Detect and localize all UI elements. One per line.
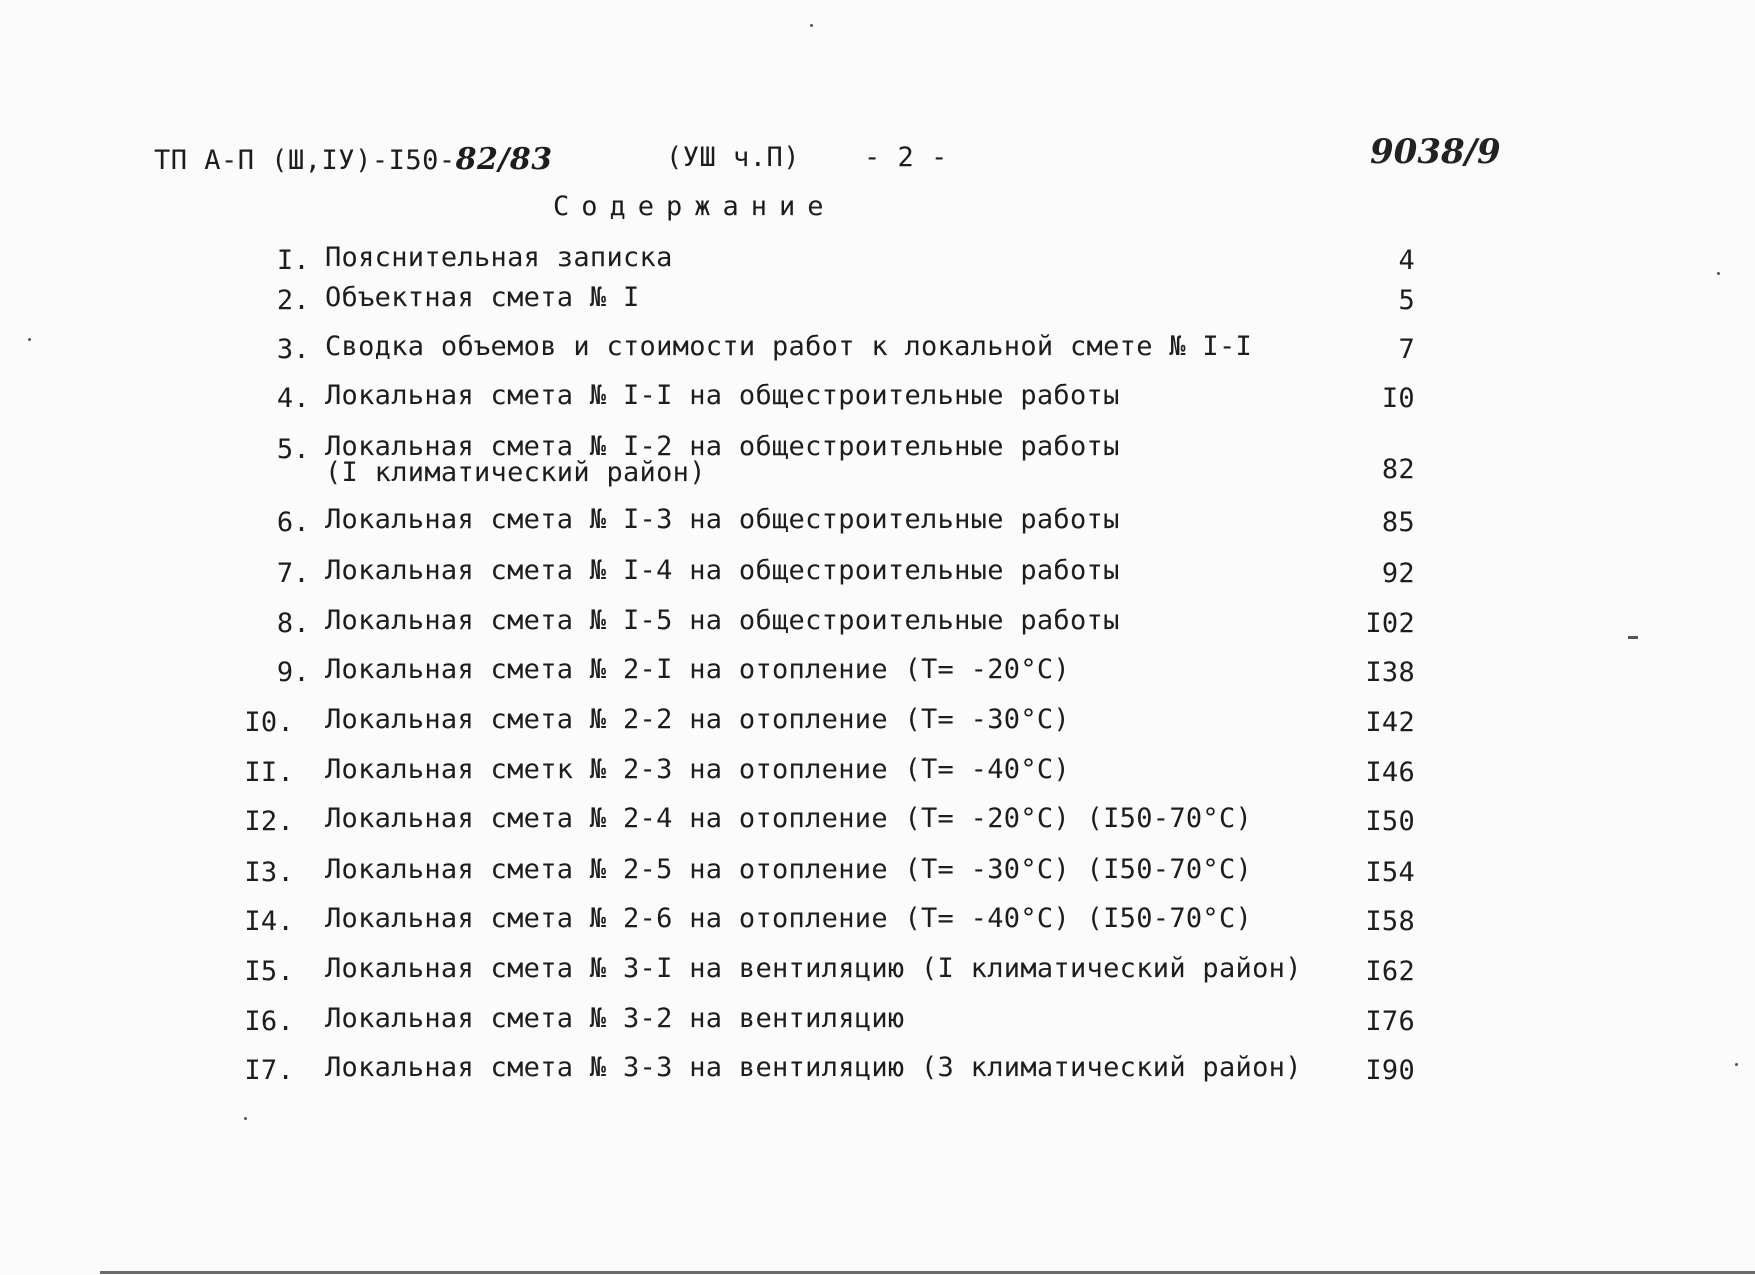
toc-row-number: 7. xyxy=(276,558,310,589)
toc-row-page: I46 xyxy=(1365,757,1415,788)
toc-row-text xyxy=(325,431,1120,488)
scan-speck xyxy=(1628,636,1638,639)
toc-row-page: I38 xyxy=(1365,657,1415,688)
toc-row-number: I0. xyxy=(244,707,294,738)
toc-row-page: I76 xyxy=(1365,1006,1415,1037)
toc-row-page: I42 xyxy=(1365,707,1415,738)
toc-row-text: Локальная смета № I-I на общестроительные работы xyxy=(325,380,1120,411)
toc-row-text-line-2: (I климатический район) xyxy=(325,457,706,488)
page-number: - 2 - xyxy=(864,142,948,173)
toc-row-number: I2. xyxy=(244,806,294,837)
toc-row-text: Локальная смета № 2-4 на отопление (Т= -20°С) (I50-70°С) xyxy=(325,803,1253,834)
toc-row-number: 9. xyxy=(276,657,310,688)
scan-speck xyxy=(244,1117,247,1120)
toc-row-text: Локальная смета № 2-2 на отопление (Т= -30°С) xyxy=(325,704,1070,735)
toc-row-page: I02 xyxy=(1365,608,1415,639)
page-title: Содержание xyxy=(553,191,836,222)
toc-row-text: Локальная сметк № 2-3 на отопление (Т= -40°С) xyxy=(325,754,1070,785)
toc-row-page: 85 xyxy=(1381,507,1415,538)
scan-speck xyxy=(1717,272,1720,275)
toc-row-number: 2. xyxy=(276,285,310,316)
toc-row-number: 6. xyxy=(276,507,310,538)
document-code-typed: ТП А-П (Ш,IУ)-I50- xyxy=(154,145,456,176)
toc-row-number: 4. xyxy=(276,383,310,414)
toc-row-page: I62 xyxy=(1365,956,1415,987)
scan-speck xyxy=(810,24,813,27)
toc-row-page: 82 xyxy=(1381,454,1415,485)
toc-row-number: II. xyxy=(244,757,294,788)
toc-row-page: 92 xyxy=(1381,558,1415,589)
toc-row-page: I58 xyxy=(1365,906,1415,937)
toc-row-text: Локальная смета № I-5 на общестроительные работы xyxy=(325,605,1120,636)
toc-row-number: I5. xyxy=(244,956,294,987)
toc-row-text: Локальная смета № 3-3 на вентиляцию (3 климатический район) xyxy=(325,1052,1302,1083)
toc-row-page: 5 xyxy=(1398,285,1415,316)
toc-row-text: Локальная смета № 2-5 на отопление (Т= -30°С) (I50-70°С) xyxy=(325,854,1253,885)
toc-row-number: 8. xyxy=(276,608,310,639)
toc-row-number: I3. xyxy=(244,857,294,888)
toc-row-text: Сводка объемов и стоимости работ к локальной смете № I-I xyxy=(325,331,1253,362)
toc-row-number: I4. xyxy=(244,906,294,937)
toc-row-page: I54 xyxy=(1365,857,1415,888)
toc-row-text: Локальная смета № 3-I на вентиляцию (I климатический район) xyxy=(325,953,1302,984)
toc-row-text: Локальная смета № 2-I на отопление (Т= -20°С) xyxy=(325,654,1070,685)
toc-row-text: Локальная смета № 3-2 на вентиляцию xyxy=(325,1003,905,1034)
document-code-handwritten: 82/83 xyxy=(455,142,553,177)
toc-row-page: 7 xyxy=(1398,334,1415,365)
scan-border-line xyxy=(100,1271,1755,1274)
toc-row-text: Локальная смета № I-3 на общестроительные работы xyxy=(325,504,1120,535)
document-part: (УШ ч.П) xyxy=(666,142,801,173)
toc-row-text: Объектная смета № I xyxy=(325,282,640,313)
document-code xyxy=(154,142,553,177)
toc-row-number: I7. xyxy=(244,1055,294,1086)
toc-row-number: I6. xyxy=(244,1006,294,1037)
toc-row-text: Пояснительная записка xyxy=(325,242,673,273)
toc-row-text: Локальная смета № I-4 на общестроительные работы xyxy=(325,555,1120,586)
toc-row-page: 4 xyxy=(1398,245,1415,276)
handwritten-doc-number: 9038/9 xyxy=(1370,132,1501,172)
scan-speck xyxy=(28,338,31,341)
toc-row-page: I0 xyxy=(1381,383,1415,414)
toc-row-number: 3. xyxy=(276,334,310,365)
toc-row-number: 5. xyxy=(276,434,310,465)
scan-speck xyxy=(1735,1063,1738,1066)
toc-row-page: I90 xyxy=(1365,1055,1415,1086)
toc-row-page: I50 xyxy=(1365,806,1415,837)
toc-row-number: I. xyxy=(276,245,310,276)
toc-row-text: Локальная смета № 2-6 на отопление (Т= -40°С) (I50-70°С) xyxy=(325,903,1253,934)
toc-row-text-line-1: Локальная смета № I-2 на общестроительные работы xyxy=(325,431,1120,462)
